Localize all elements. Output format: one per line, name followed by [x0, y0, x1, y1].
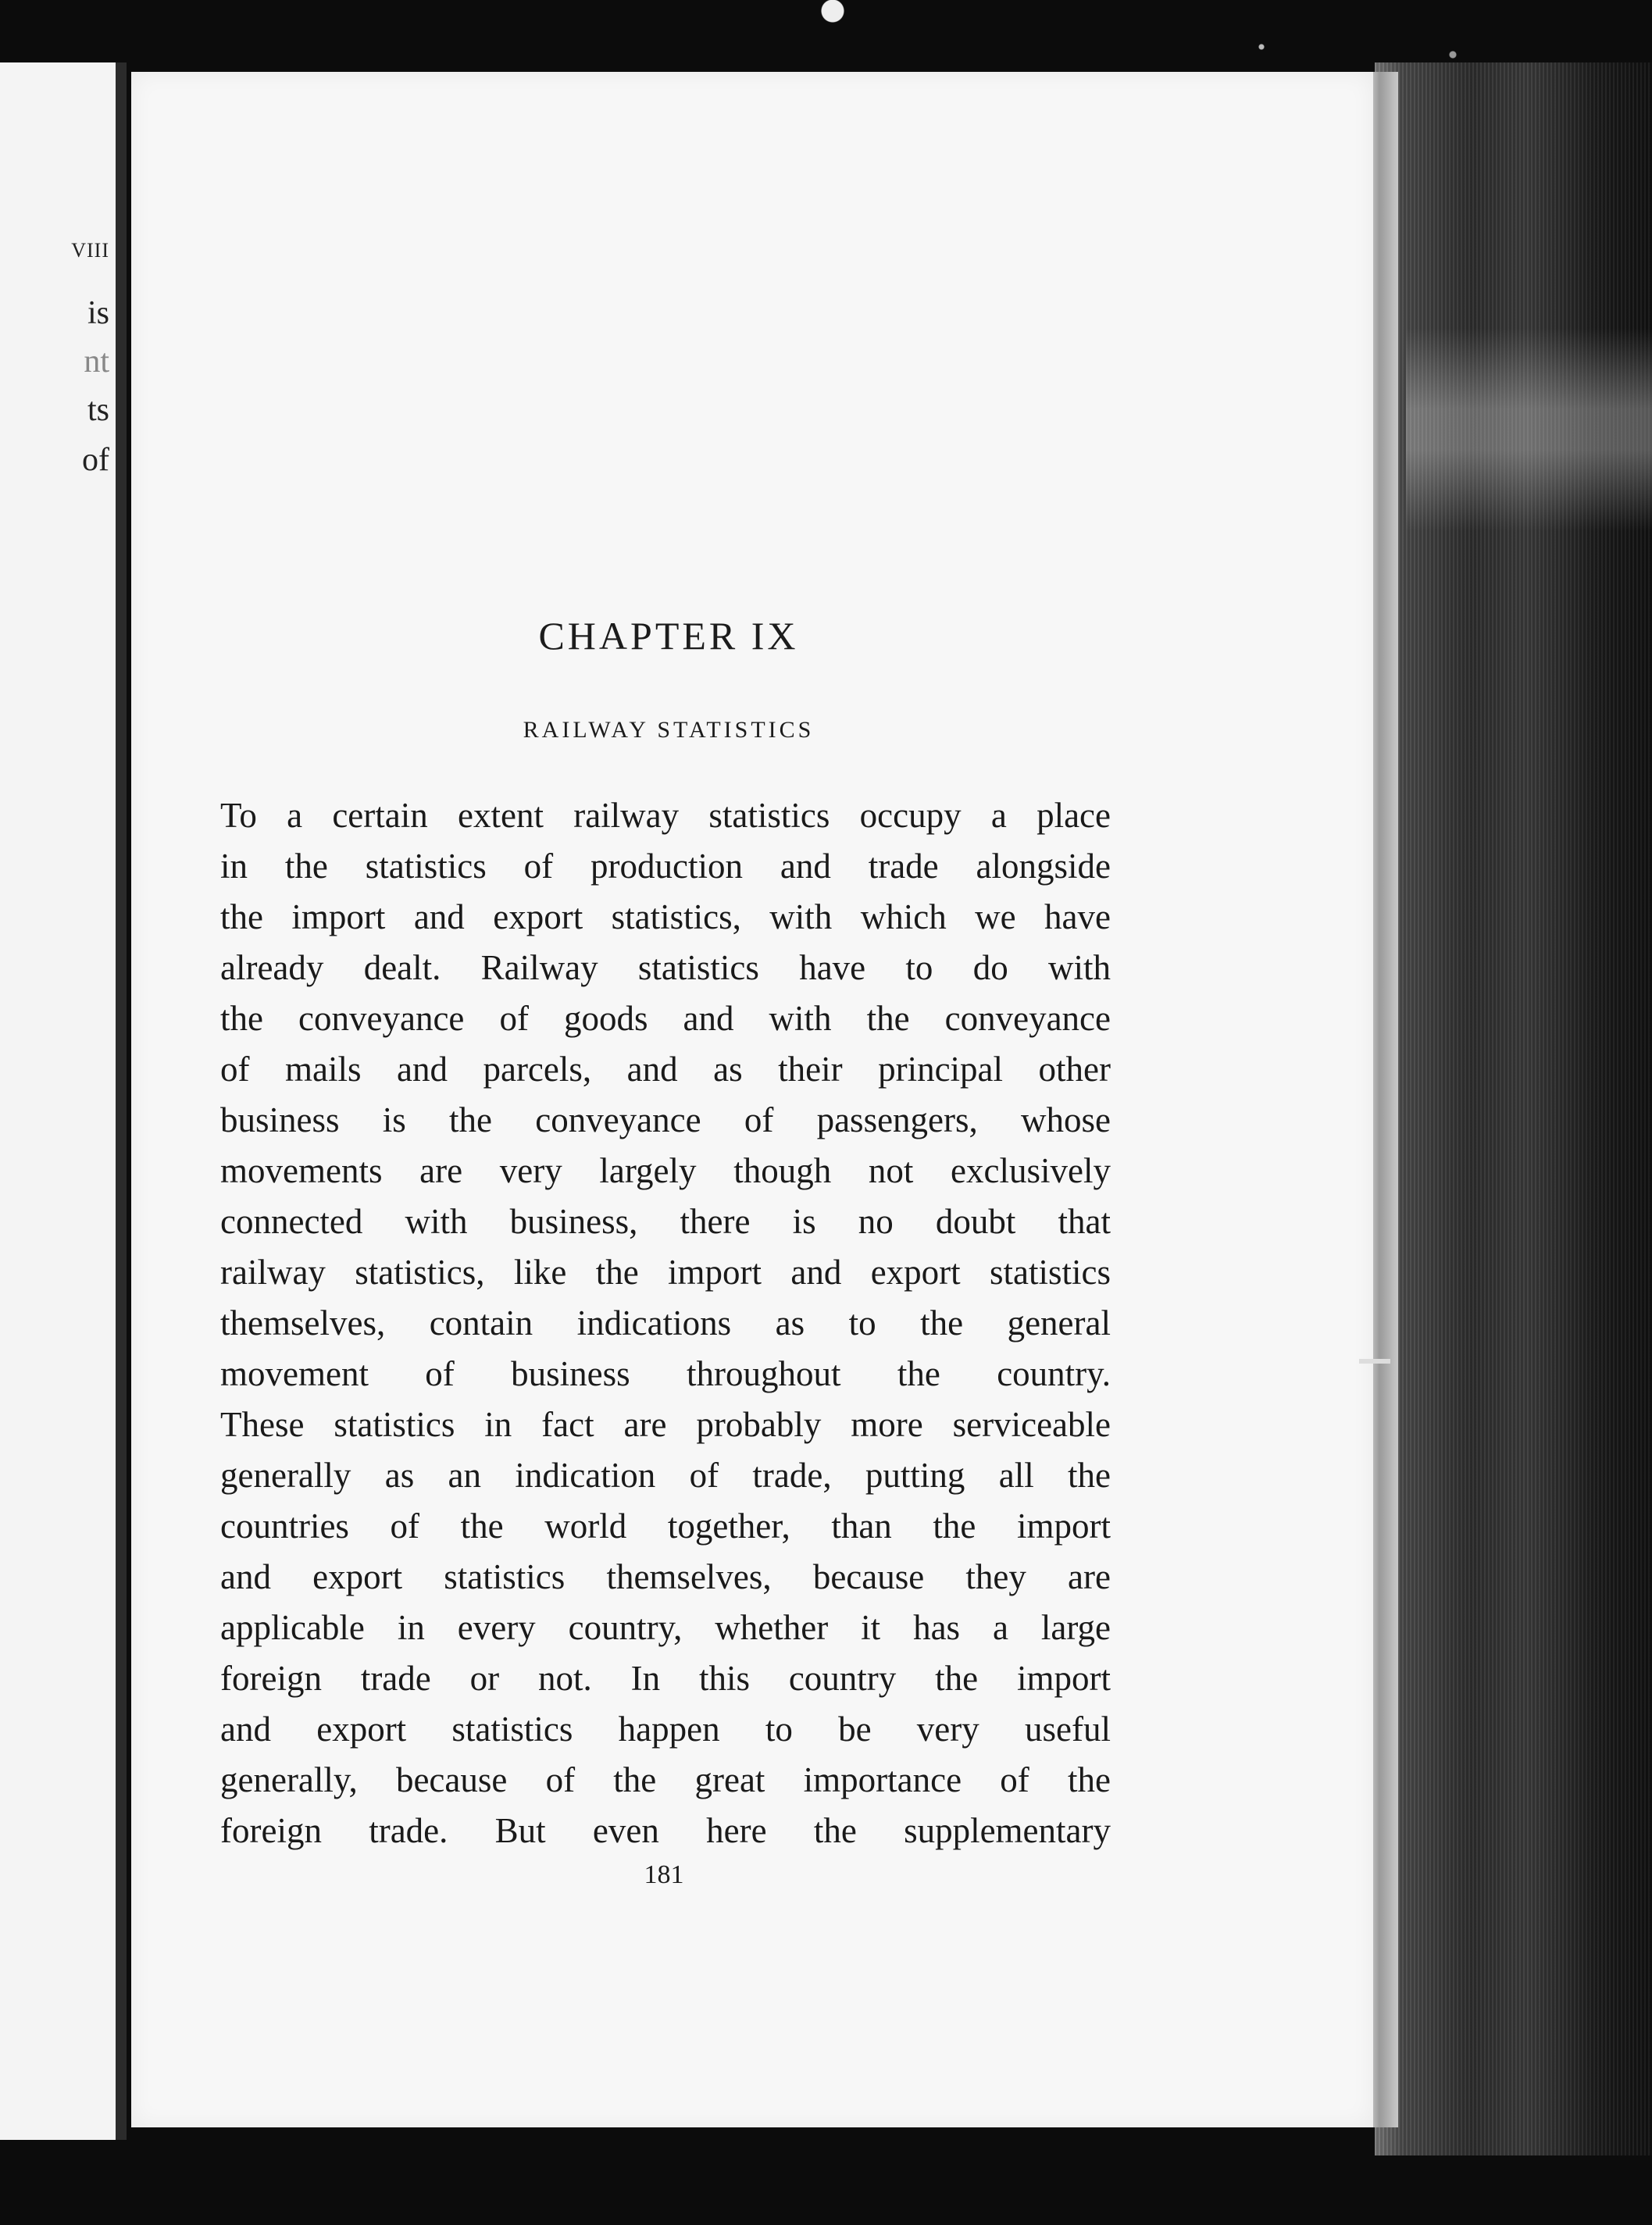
- body-line: To a certain extent railway statistics occupy a place: [220, 796, 1111, 835]
- body-line: in the statistics of production and trade alongside: [220, 847, 1111, 886]
- body-line: foreign trade. But even here the supplementary: [220, 1811, 1111, 1850]
- left-page-text-fragment: is: [87, 295, 109, 331]
- body-line: and export statistics happen to be very useful: [220, 1710, 1111, 1749]
- body-line: railway statistics, like the import and export statistics: [220, 1253, 1111, 1292]
- body-line: and export statistics themselves, because they are: [220, 1557, 1111, 1596]
- left-page-text-fragment: of: [82, 442, 109, 478]
- previous-page-fragment: [0, 62, 127, 2140]
- body-line: These statistics in fact are probably more serviceable: [220, 1405, 1111, 1444]
- body-line: connected with business, there is no doubt that: [220, 1202, 1111, 1241]
- body-line: countries of the world together, than the import: [220, 1507, 1111, 1546]
- body-line: foreign trade or not. In this country the import: [220, 1659, 1111, 1698]
- body-line: generally as an indication of trade, putting all the: [220, 1456, 1111, 1495]
- body-line: the conveyance of goods and with the conveyance: [220, 999, 1111, 1038]
- chapter-body-text: [220, 790, 1111, 1856]
- body-line: applicable in every country, whether it has a large: [220, 1608, 1111, 1647]
- body-line: themselves, contain indications as to the general: [220, 1303, 1111, 1342]
- left-page-running-head: VIII: [71, 239, 109, 262]
- cover-highlight: [1406, 328, 1652, 531]
- chapter-title: CHAPTER IX: [538, 614, 799, 658]
- body-line: movements are very largely though not exclusively: [220, 1151, 1111, 1190]
- chapter-subtitle: RAILWAY STATISTICS: [523, 717, 815, 743]
- body-line: the import and export statistics, with which we have: [220, 897, 1111, 936]
- left-page-text-fragment: nt: [84, 344, 109, 380]
- body-line: movement of business throughout the country.: [220, 1354, 1111, 1393]
- page-number: 181: [644, 1860, 684, 1889]
- body-line: business is the conveyance of passengers, whose: [220, 1100, 1111, 1139]
- body-line: generally, because of the great importance of the: [220, 1760, 1111, 1799]
- body-line: already dealt. Railway statistics have to do with: [220, 948, 1111, 987]
- page-marker: [1359, 1359, 1390, 1364]
- left-page-text-fragment: ts: [87, 392, 109, 428]
- body-line: of mails and parcels, and as their principal other: [220, 1050, 1111, 1089]
